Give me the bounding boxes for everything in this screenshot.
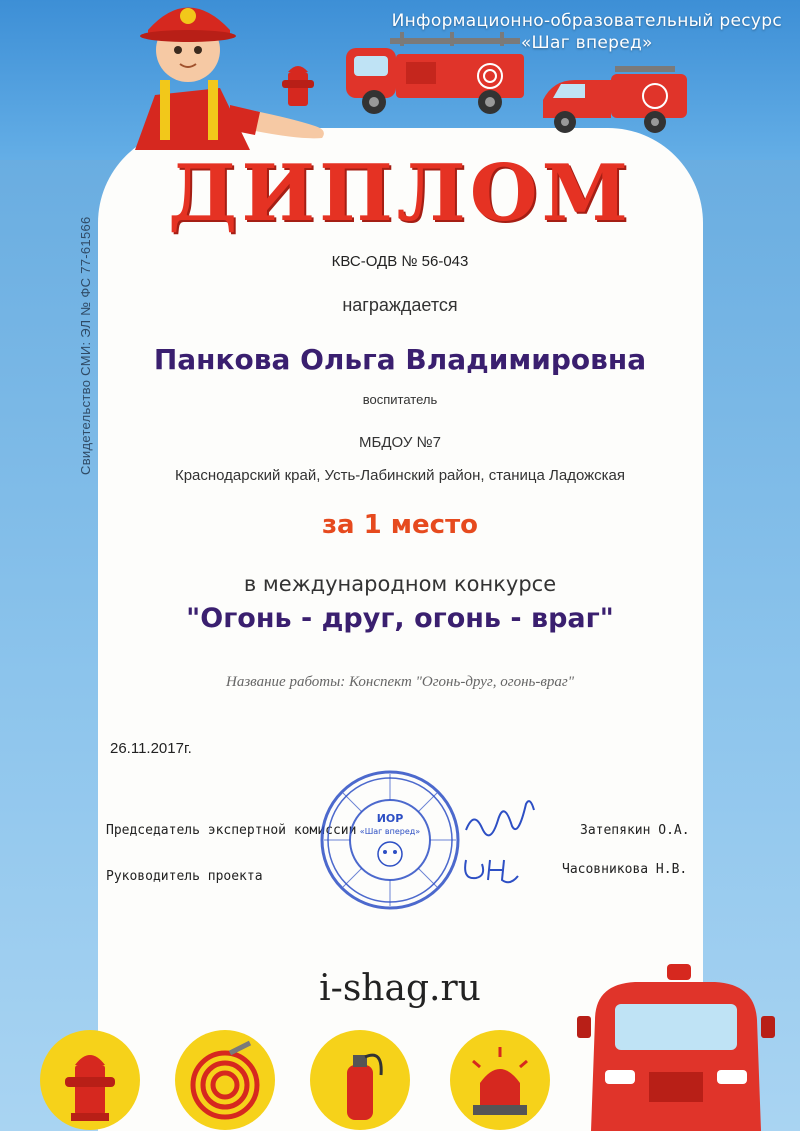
chair-name: Затепякин О.А. [580, 823, 690, 838]
site-url: i-shag.ru [319, 968, 481, 1009]
extinguisher-icon [305, 1025, 415, 1131]
awarded-text: награждается [342, 295, 458, 315]
stamp-center-line2: «Шаг вперед» [359, 827, 421, 836]
work-title: Название работы: Конспект "Огонь-друг, огонь-враг" [226, 674, 574, 690]
fire-hose-icon [170, 1025, 280, 1131]
stamp-center-line1: ИОР [376, 812, 404, 825]
fire-truck-icon [575, 960, 775, 1131]
head-name: Часовникова Н.В. [562, 862, 688, 877]
registration-number: КВС-ОДВ № 56-043 [331, 253, 469, 270]
recipient-organization: МБДОУ №7 [359, 434, 441, 451]
fire-car-icon [535, 60, 695, 140]
diploma-date: 26.11.2017г. [110, 740, 192, 757]
resource-header-line1: Информационно-образовательный ресурс [391, 11, 782, 31]
recipient-position: воспитатель [362, 392, 438, 407]
head-label: Руководитель проекта [106, 869, 263, 884]
siren-icon [445, 1025, 555, 1131]
recipient-name: Панкова Ольга Владимировна [153, 343, 647, 376]
stamp-seal [315, 760, 465, 920]
contest-intro: в международном конкурсе [243, 572, 557, 596]
award-place: за 1 место [321, 510, 479, 540]
hydrant-icon [35, 1025, 145, 1131]
diploma-title: ДИПЛОМ [168, 148, 632, 239]
head-signature [460, 850, 530, 890]
chair-label: Председатель экспертной комиссии [106, 823, 357, 838]
recipient-address: Краснодарский край, Усть-Лабинский район, станица Ладожская [174, 467, 626, 484]
chair-signature [460, 790, 540, 850]
resource-header [392, 10, 782, 54]
contest-name: "Огонь - друг, огонь - враг" [186, 603, 614, 634]
resource-header-line2: «Шаг вперед» [520, 33, 653, 53]
media-certificate: Свидетельство СМИ: ЭЛ № ФС 77-61566 [78, 216, 93, 475]
hydrant-icon [278, 60, 318, 110]
